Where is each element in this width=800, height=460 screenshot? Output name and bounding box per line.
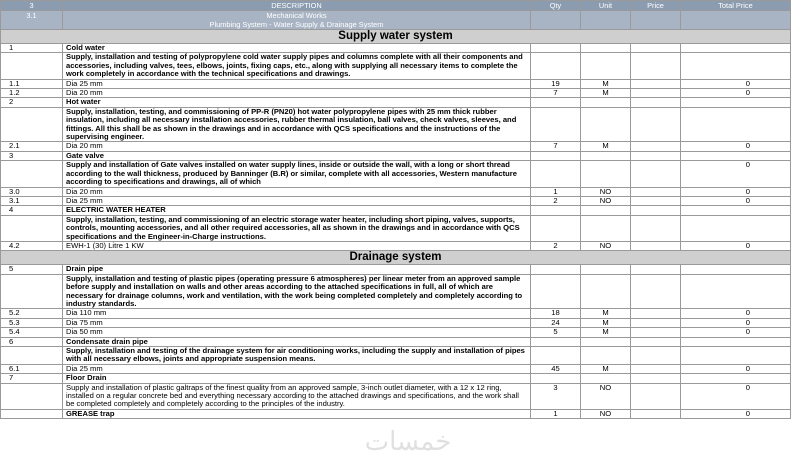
item-number-cell[interactable]: 2 (1, 98, 63, 107)
qty-cell[interactable]: 7 (531, 89, 581, 98)
subheader-mechanical: Mechanical Works (266, 11, 327, 20)
unit-cell[interactable]: M (581, 364, 631, 373)
table-row (1, 215, 791, 241)
price-cell[interactable] (631, 409, 681, 418)
table-row (1, 328, 791, 337)
item-number-cell[interactable]: 1.2 (1, 89, 63, 98)
item-number-cell[interactable]: 7 (1, 374, 63, 383)
description-cell[interactable]: Dia 20 mm (63, 89, 531, 98)
qty-cell[interactable]: 3 (531, 383, 581, 409)
description-cell[interactable]: Dia 75 mm (63, 318, 531, 327)
table-row (1, 337, 791, 346)
item-number-cell[interactable]: 5 (1, 265, 63, 274)
unit-cell[interactable] (581, 107, 631, 142)
unit-cell[interactable] (581, 215, 631, 241)
header-total[interactable]: Total Price (681, 1, 791, 11)
total-cell[interactable]: 0 (681, 409, 791, 418)
table-row (1, 98, 791, 107)
qty-cell[interactable] (531, 98, 581, 107)
description-cell[interactable]: Supply and installation of plastic galtraps of the finest quality from an approved sample, 3-inch outlet diameter, with a 12 x 12 ring, installed on a regular concrete bed and everything necessary according to the attached drawings and specifications, and the work shall be completed completely and completely according to the principles of the industry. (63, 383, 531, 409)
total-cell[interactable] (681, 206, 791, 215)
price-cell[interactable] (631, 383, 681, 409)
description-cell[interactable]: Supply, installation and testing of plastic pipes (operating pressure 6 atmospheres) per linear meter from an approved sample before supply and installation on walls and other areas according to the attached specifications in full, all of which are necessary for drainage columns, work and ventilation, with the work being completed completely and completely according to industry standards. (63, 274, 531, 309)
item-number-cell[interactable]: 5.2 (1, 309, 63, 318)
item-number-cell[interactable]: 1.1 (1, 79, 63, 88)
qty-cell[interactable]: 19 (531, 79, 581, 88)
section-title-drainage[interactable]: Drainage system (1, 251, 791, 265)
unit-cell[interactable] (581, 161, 631, 187)
description-cell[interactable]: Cold water (63, 44, 531, 53)
qty-cell[interactable] (531, 215, 581, 241)
qty-cell[interactable] (531, 107, 581, 142)
item-number-cell[interactable]: 6 (1, 337, 63, 346)
subheader-no[interactable]: 3.1 (1, 11, 63, 30)
unit-cell[interactable]: NO (581, 241, 631, 250)
subheader-description[interactable] (63, 11, 531, 30)
unit-cell[interactable] (581, 206, 631, 215)
unit-cell[interactable]: M (581, 89, 631, 98)
section-row-drainage (1, 251, 791, 265)
table-row (1, 79, 791, 88)
qty-cell[interactable] (531, 53, 581, 79)
total-cell[interactable] (681, 44, 791, 53)
table-row (1, 53, 791, 79)
total-cell[interactable]: 0 (681, 187, 791, 196)
subheader-plumbing: Plumbing System - Water Supply & Drainage System (209, 20, 384, 29)
description-cell[interactable]: Dia 20 mm (63, 187, 531, 196)
qty-cell[interactable]: 18 (531, 309, 581, 318)
description-cell[interactable]: Supply, installation and testing of the drainage system for air conditioning works, including the supply and installation of pipes with all necessary elbows, joints and appropriate suspension means. (63, 347, 531, 365)
price-cell[interactable] (631, 187, 681, 196)
qty-cell[interactable]: 24 (531, 318, 581, 327)
watermark-text: خمسات (364, 427, 452, 457)
table-row (1, 265, 791, 274)
description-cell[interactable]: ELECTRIC WATER HEATER (63, 206, 531, 215)
table-row (1, 206, 791, 215)
total-cell[interactable] (681, 98, 791, 107)
item-number-cell[interactable] (1, 383, 63, 409)
table-row (1, 364, 791, 373)
table-row (1, 151, 791, 160)
unit-cell[interactable] (581, 98, 631, 107)
qty-cell[interactable] (531, 44, 581, 53)
price-cell[interactable] (631, 328, 681, 337)
total-cell[interactable] (681, 53, 791, 79)
description-cell[interactable]: Drain pipe (63, 265, 531, 274)
unit-cell[interactable]: M (581, 318, 631, 327)
table-row (1, 347, 791, 365)
table-row (1, 318, 791, 327)
item-number-cell[interactable]: 4.2 (1, 241, 63, 250)
item-number-cell[interactable] (1, 274, 63, 309)
qty-cell[interactable]: 2 (531, 241, 581, 250)
total-cell[interactable] (681, 215, 791, 241)
qty-cell[interactable]: 7 (531, 142, 581, 151)
total-cell[interactable] (681, 337, 791, 346)
description-cell[interactable]: Supply, installation, testing, and commissioning of PP-R (PN20) hot water polypropylene pipes with 25 mm thick rubber insulation, including all necessary installation accessories, rubber thermal insulation, ball valves, check valves, sleeves, and fittings. All this shall be as shown in the drawings and in accordance with QCS specifications and the instructions of the supervising engineer. (63, 107, 531, 142)
section-title-supply[interactable]: Supply water system (1, 30, 791, 44)
item-number-cell[interactable]: 5.3 (1, 318, 63, 327)
price-cell[interactable] (631, 79, 681, 88)
unit-cell[interactable]: M (581, 309, 631, 318)
unit-cell[interactable] (581, 374, 631, 383)
qty-cell[interactable] (531, 274, 581, 309)
qty-cell[interactable] (531, 265, 581, 274)
item-number-cell[interactable]: 2.1 (1, 142, 63, 151)
price-cell[interactable] (631, 347, 681, 365)
qty-cell[interactable]: 5 (531, 328, 581, 337)
price-cell[interactable] (631, 151, 681, 160)
total-cell[interactable]: 0 (681, 383, 791, 409)
item-number-cell[interactable] (1, 161, 63, 187)
description-cell[interactable]: GREASE trap (63, 409, 531, 418)
price-cell[interactable] (631, 374, 681, 383)
subheader-row (1, 11, 791, 30)
item-number-cell[interactable]: 3.1 (1, 196, 63, 205)
item-number-cell[interactable] (1, 107, 63, 142)
price-cell[interactable] (631, 318, 681, 327)
price-cell[interactable] (631, 89, 681, 98)
table-row (1, 187, 791, 196)
price-cell[interactable] (631, 241, 681, 250)
unit-cell[interactable] (581, 151, 631, 160)
total-cell[interactable]: 0 (681, 241, 791, 250)
unit-cell[interactable]: NO (581, 409, 631, 418)
table-row (1, 374, 791, 383)
header-row (1, 1, 791, 11)
qty-cell[interactable]: 1 (531, 409, 581, 418)
table-row (1, 44, 791, 53)
description-cell[interactable]: Dia 20 mm (63, 142, 531, 151)
total-cell[interactable] (681, 107, 791, 142)
total-cell[interactable]: 0 (681, 142, 791, 151)
price-cell[interactable] (631, 274, 681, 309)
total-cell[interactable]: 0 (681, 318, 791, 327)
price-cell[interactable] (631, 107, 681, 142)
table-row (1, 142, 791, 151)
item-number-cell[interactable] (1, 409, 63, 418)
price-cell[interactable] (631, 265, 681, 274)
price-cell[interactable] (631, 364, 681, 373)
description-cell[interactable]: EWH-1 (30) Litre 1 KW (63, 241, 531, 250)
description-cell[interactable]: Hot water (63, 98, 531, 107)
total-cell[interactable] (681, 151, 791, 160)
total-cell[interactable]: 0 (681, 364, 791, 373)
description-cell[interactable]: Supply, installation, testing, and commissioning of an electric storage water heater, including short piping, valves, supports, controls, mounting accessories, and all other required accessories, all as shown in the drawings and in accordance with QCS specifications and the Engineer-in-Charge instructions. (63, 215, 531, 241)
description-cell[interactable]: Dia 25 mm (63, 79, 531, 88)
unit-cell[interactable]: NO (581, 383, 631, 409)
unit-cell[interactable]: NO (581, 187, 631, 196)
table-row (1, 409, 791, 418)
description-cell[interactable]: Dia 25 mm (63, 364, 531, 373)
description-cell[interactable]: Gate valve (63, 151, 531, 160)
price-cell[interactable] (631, 206, 681, 215)
item-number-cell[interactable]: 3.0 (1, 187, 63, 196)
unit-cell[interactable] (581, 44, 631, 53)
qty-cell[interactable]: 2 (531, 196, 581, 205)
price-cell[interactable] (631, 196, 681, 205)
price-cell[interactable] (631, 337, 681, 346)
description-cell[interactable]: Condensate drain pipe (63, 337, 531, 346)
total-cell[interactable] (681, 274, 791, 309)
total-cell[interactable] (681, 374, 791, 383)
table-row (1, 383, 791, 409)
unit-cell[interactable]: M (581, 328, 631, 337)
header-qty[interactable]: Qty (531, 1, 581, 11)
unit-cell[interactable]: NO (581, 196, 631, 205)
table-row (1, 309, 791, 318)
item-number-cell[interactable]: 4 (1, 206, 63, 215)
total-cell[interactable]: 0 (681, 309, 791, 318)
item-number-cell[interactable] (1, 347, 63, 365)
item-number-cell[interactable]: 5.4 (1, 328, 63, 337)
table-row (1, 89, 791, 98)
description-cell[interactable]: Dia 110 mm (63, 309, 531, 318)
unit-cell[interactable] (581, 53, 631, 79)
unit-cell[interactable] (581, 337, 631, 346)
price-cell[interactable] (631, 44, 681, 53)
price-cell[interactable] (631, 309, 681, 318)
item-number-cell[interactable] (1, 215, 63, 241)
price-cell[interactable] (631, 53, 681, 79)
header-unit[interactable]: Unit (581, 1, 631, 11)
unit-cell[interactable]: M (581, 142, 631, 151)
description-cell[interactable]: Dia 25 mm (63, 196, 531, 205)
description-cell[interactable]: Dia 50 mm (63, 328, 531, 337)
qty-cell[interactable] (531, 337, 581, 346)
price-cell[interactable] (631, 161, 681, 187)
total-cell[interactable]: 0 (681, 328, 791, 337)
price-cell[interactable] (631, 98, 681, 107)
unit-cell[interactable] (581, 274, 631, 309)
qty-cell[interactable] (531, 151, 581, 160)
description-cell[interactable]: Supply, installation and testing of polypropylene cold water supply pipes and columns complete with all their components and accessories, including valves, tees, elbows, joints, fixing caps, etc., along with supplying all necessary items to complete the work completely in accordance with the technical specifications and drawings. (63, 53, 531, 79)
qty-cell[interactable] (531, 161, 581, 187)
price-cell[interactable] (631, 215, 681, 241)
price-cell[interactable] (631, 142, 681, 151)
qty-cell[interactable]: 45 (531, 364, 581, 373)
table-row (1, 274, 791, 309)
table-row (1, 196, 791, 205)
description-cell[interactable]: Floor Drain (63, 374, 531, 383)
description-cell[interactable]: Supply and installation of Gate valves installed on water supply lines, inside or outside the wall, with a long or short thread according to the wall thickness, produced by Banninger (B.R) or similar, complete with all accessories, Western manufacture according to specifications and drawings, all of which (63, 161, 531, 187)
total-cell[interactable]: 0 (681, 89, 791, 98)
item-number-cell[interactable] (1, 53, 63, 79)
total-cell[interactable]: 0 (681, 196, 791, 205)
table-row (1, 107, 791, 142)
qty-cell[interactable] (531, 347, 581, 365)
unit-cell[interactable] (581, 265, 631, 274)
qty-cell[interactable]: 1 (531, 187, 581, 196)
item-number-cell[interactable]: 3 (1, 151, 63, 160)
unit-cell[interactable] (581, 347, 631, 365)
total-cell[interactable]: 0 (681, 79, 791, 88)
total-cell[interactable]: 0 (681, 161, 791, 187)
table-row (1, 241, 791, 250)
section-row-supply (1, 30, 791, 44)
total-cell[interactable] (681, 265, 791, 274)
header-description[interactable]: DESCRIPTION (63, 1, 531, 11)
item-number-cell[interactable]: 1 (1, 44, 63, 53)
unit-cell[interactable]: M (581, 79, 631, 88)
qty-cell[interactable] (531, 206, 581, 215)
table-row (1, 161, 791, 187)
item-number-cell[interactable]: 6.1 (1, 364, 63, 373)
header-price[interactable]: Price (631, 1, 681, 11)
qty-cell[interactable] (531, 374, 581, 383)
total-cell[interactable] (681, 347, 791, 365)
header-no[interactable]: 3 (1, 1, 63, 11)
